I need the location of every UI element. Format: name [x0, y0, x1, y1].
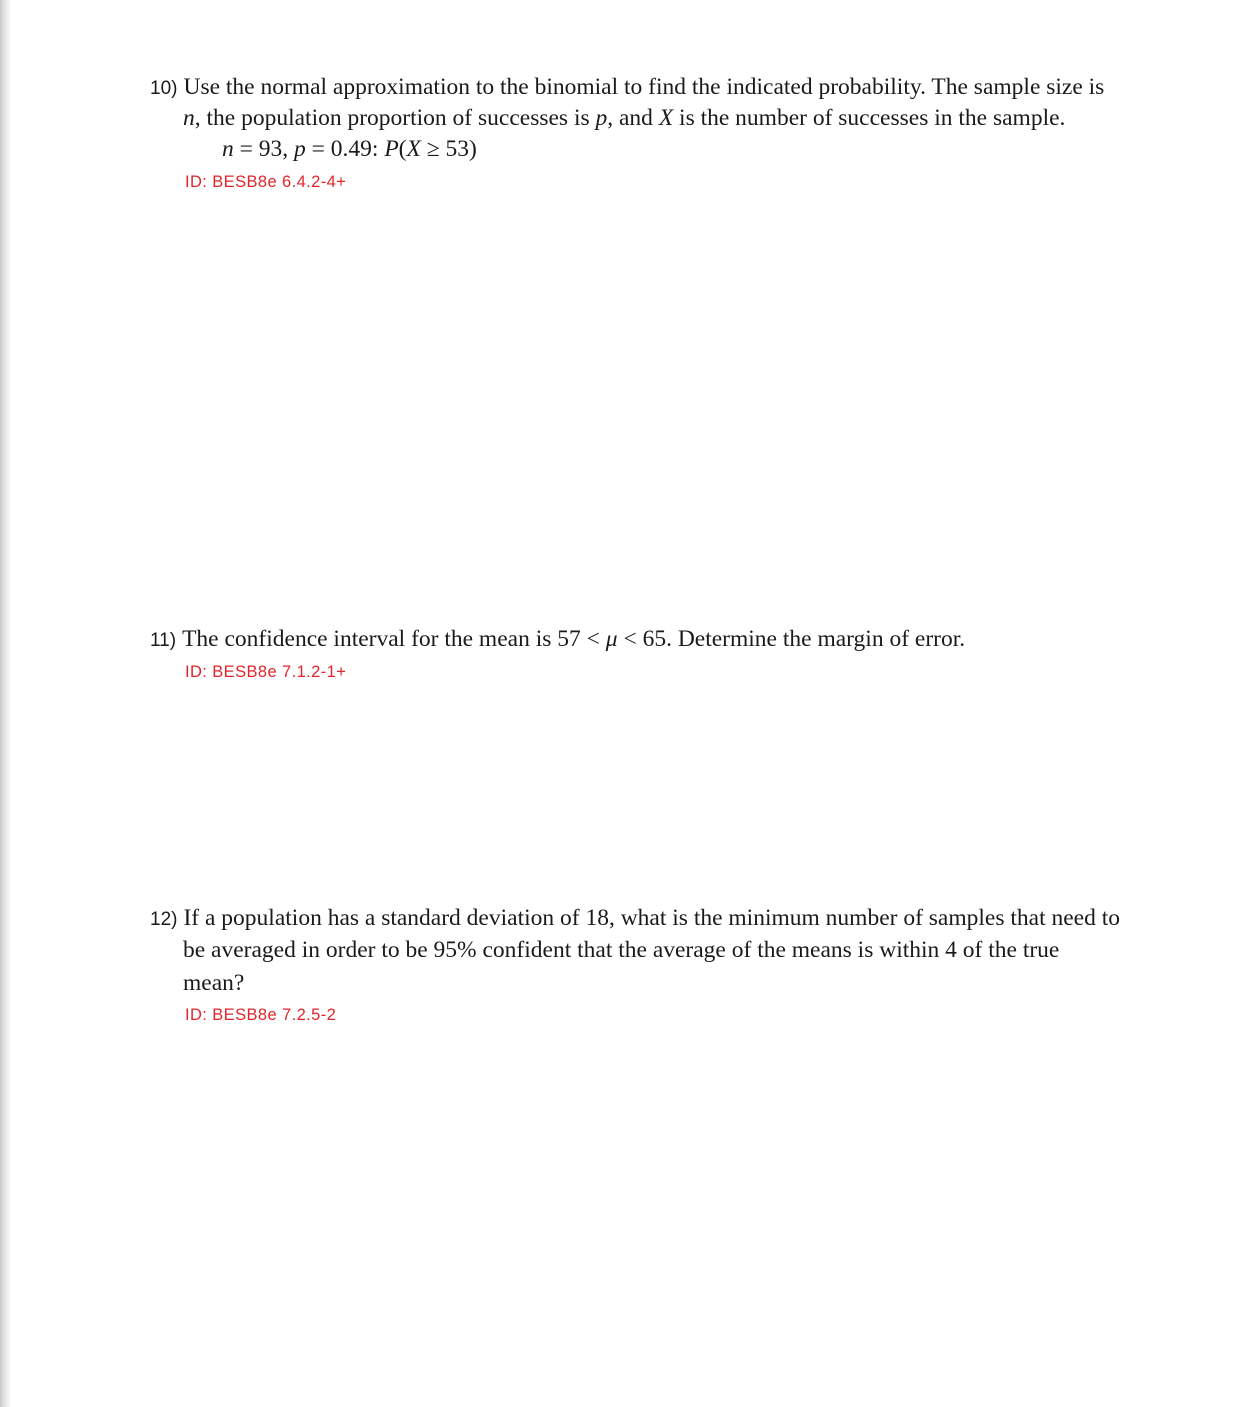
question-10-formula: n = 93, p = 0.49: P(X ≥ 53)	[222, 136, 477, 162]
question-10	[150, 72, 1190, 193]
question-11-line-1: 11) The confidence interval for the mean is 57 < μ < 65. Determine the margin of error.	[150, 626, 966, 652]
question-11	[150, 624, 1190, 683]
question-12-line-1: 12) If a population has a standard deviation of 18, what is the minimum number of samples that need to	[150, 905, 1120, 931]
question-12-line-3: mean?	[183, 970, 245, 996]
question-12-id: ID: BESB8e 7.2.5-2	[185, 1006, 337, 1024]
question-number: 11)	[150, 630, 177, 651]
question-12-line-2: be averaged in order to be 95% confident that the average of the means is within 4 of the true	[183, 937, 1060, 963]
question-12	[150, 903, 1190, 1026]
document-page	[10, 0, 1250, 1407]
question-10-line-2: n, the population proportion of successes is p, and X is the number of successes in the sample.	[183, 105, 1066, 131]
page-left-edge	[0, 0, 10, 1407]
question-number: 12)	[150, 909, 178, 930]
question-11-id: ID: BESB8e 7.1.2-1+	[185, 663, 347, 681]
question-10-line-1: 10) Use the normal approximation to the binomial to find the indicated probability. The sample size is	[150, 74, 1105, 100]
question-10-id: ID: BESB8e 6.4.2-4+	[185, 173, 347, 191]
question-number: 10)	[150, 78, 178, 99]
